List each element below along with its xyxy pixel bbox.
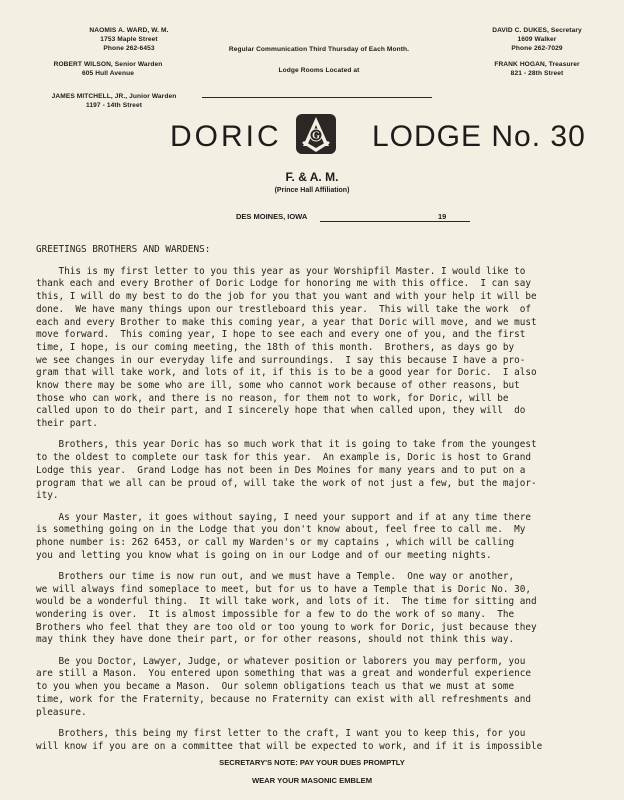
officer-treasurer: [477, 60, 597, 78]
subtitle-affiliation: (Prince Hall Affiliation): [274, 187, 350, 194]
officer-name: ROBERT WILSON, Senior Warden: [53, 61, 163, 68]
footer-emblem-note: WEAR YOUR MASONIC EMBLEM: [251, 776, 373, 785]
officer-address: 605 Hull Avenue: [82, 70, 134, 77]
officer-phone: Phone 262-6453: [103, 45, 155, 52]
officer-phone: Phone 262-7029: [511, 45, 563, 52]
officer-address: 1609 Walker: [517, 36, 557, 43]
officer-junior-warden: [44, 92, 184, 110]
emblem-letter: G: [312, 130, 320, 142]
officer-secretary: [472, 26, 602, 53]
title-doric: DORIC: [170, 120, 282, 153]
letter-paragraph: Be you Doctor, Lawyer, Judge, or whatever position or laborers you may perform, you are still a Mason. You entered upon something that was a great and wonderful experience to you when you became a Mason. Our solemn obligations teach us that we must at some time, work for the Fraternity, because no Fraternity can exist with all refreshments and pleasure.: [36, 655, 532, 718]
date-blank-line: [320, 221, 470, 222]
letter-paragraph: Brothers, this being my first letter to the craft, I want you to keep this, for you will know if you are on a committee that will be expected to work, and if it is impossible: [36, 727, 543, 752]
officer-name: FRANK HOGAN, Treasurer: [494, 61, 580, 68]
place-city: DES MOINES, IOWA: [236, 212, 308, 221]
year-prefix: 19: [438, 212, 447, 221]
officer-worshipful-master: [74, 26, 184, 53]
title-lodge-number: LODGE No. 30: [372, 120, 586, 153]
square-and-compasses-emblem: [295, 113, 337, 155]
letter-paragraph: Brothers, this year Doric has so much work that it is going to take from the youngest to the oldest to complete our task for this year. An example is, Doric is host to Grand Lodge this year. Grand Lodge has not been in Des Moines for many years and to put on a program that we all can be proud of, will take the work of not just a few, but the major- ity.: [36, 439, 537, 502]
subtitle-fam: F. & A. M.: [285, 170, 339, 184]
officer-name: JAMES MITCHELL, JR., Junior Warden: [51, 93, 177, 100]
letter-paragraph: As your Master, it goes without saying, I need your support and if at any time there is something going on in the Lodge that you don't know about, feel free to call me. My phone number is: 262 6453, or call my Warden's or my captains , which will be calling you and letting you know what is going on in our Lodge and of our meeting nights.: [36, 511, 532, 561]
footer-secretary-note: SECRETARY'S NOTE: PAY YOUR DUES PROMPTLY: [219, 758, 405, 767]
officer-address: 821 - 28th Street: [510, 70, 564, 77]
officer-name: NAOMIS A. WARD, W. M.: [89, 27, 169, 34]
officer-address: 1197 - 14th Street: [85, 102, 143, 109]
officer-senior-warden: [38, 60, 178, 78]
officer-address: 1753 Maple Street: [100, 36, 158, 43]
letter-paragraph: Brothers our time is now run out, and we must have a Temple. One way or another, we will always find someplace to meet, but for us to have a Temple that is Doric No. 30, would be a wonderful thing. It will take work, and lots of it. The time for sitting and wondering is over. It is almost impossible for a few to do the work of so many. The Brothers who feel that they are too old or too young to work for Doric, just because they may think they have done their part, or for other reasons, should not think this way.: [36, 570, 537, 646]
communication-note: Regular Communication Third Thursday of Each Month.: [228, 46, 410, 53]
officer-name: DAVID C. DUKES, Secretary: [492, 27, 582, 34]
letter-paragraph: This is my first letter to you this year as your Worshipfil Master. I would like to thank each and every Brother of Doric Lodge for honoring me with this office. I can say this, I will do my best to do the job for you that you want and with your help it will be done. We have many things upon our trestleboard this year. This will take the work of each and every Brother to make this coming year, a year that Doric will move, and we must move forward. This coming year, I hope to see each and every one of you, and the first time, I hope, is our coming meeting, the 18th of this month. Brothers, as days go by we see changes in our everyday life and surroundings. I say this because I have a pro- gram that will take work, and lots of it, if this is to be a good year for Doric. I also know there may be some who are ill, some who cannot work because of other reasons, but those who can work, and there is no reason, for them not to work, for Doric, will be called upon to do their part, and I sincerely hope that when called upon, they will do their part.: [36, 265, 537, 430]
lodge-rooms-note: Lodge Rooms Located at: [278, 67, 360, 74]
letter-greeting: GREETINGS BROTHERS AND WARDENS:: [36, 244, 211, 255]
letter-body: [36, 244, 596, 762]
address-blank-line: [202, 97, 432, 98]
